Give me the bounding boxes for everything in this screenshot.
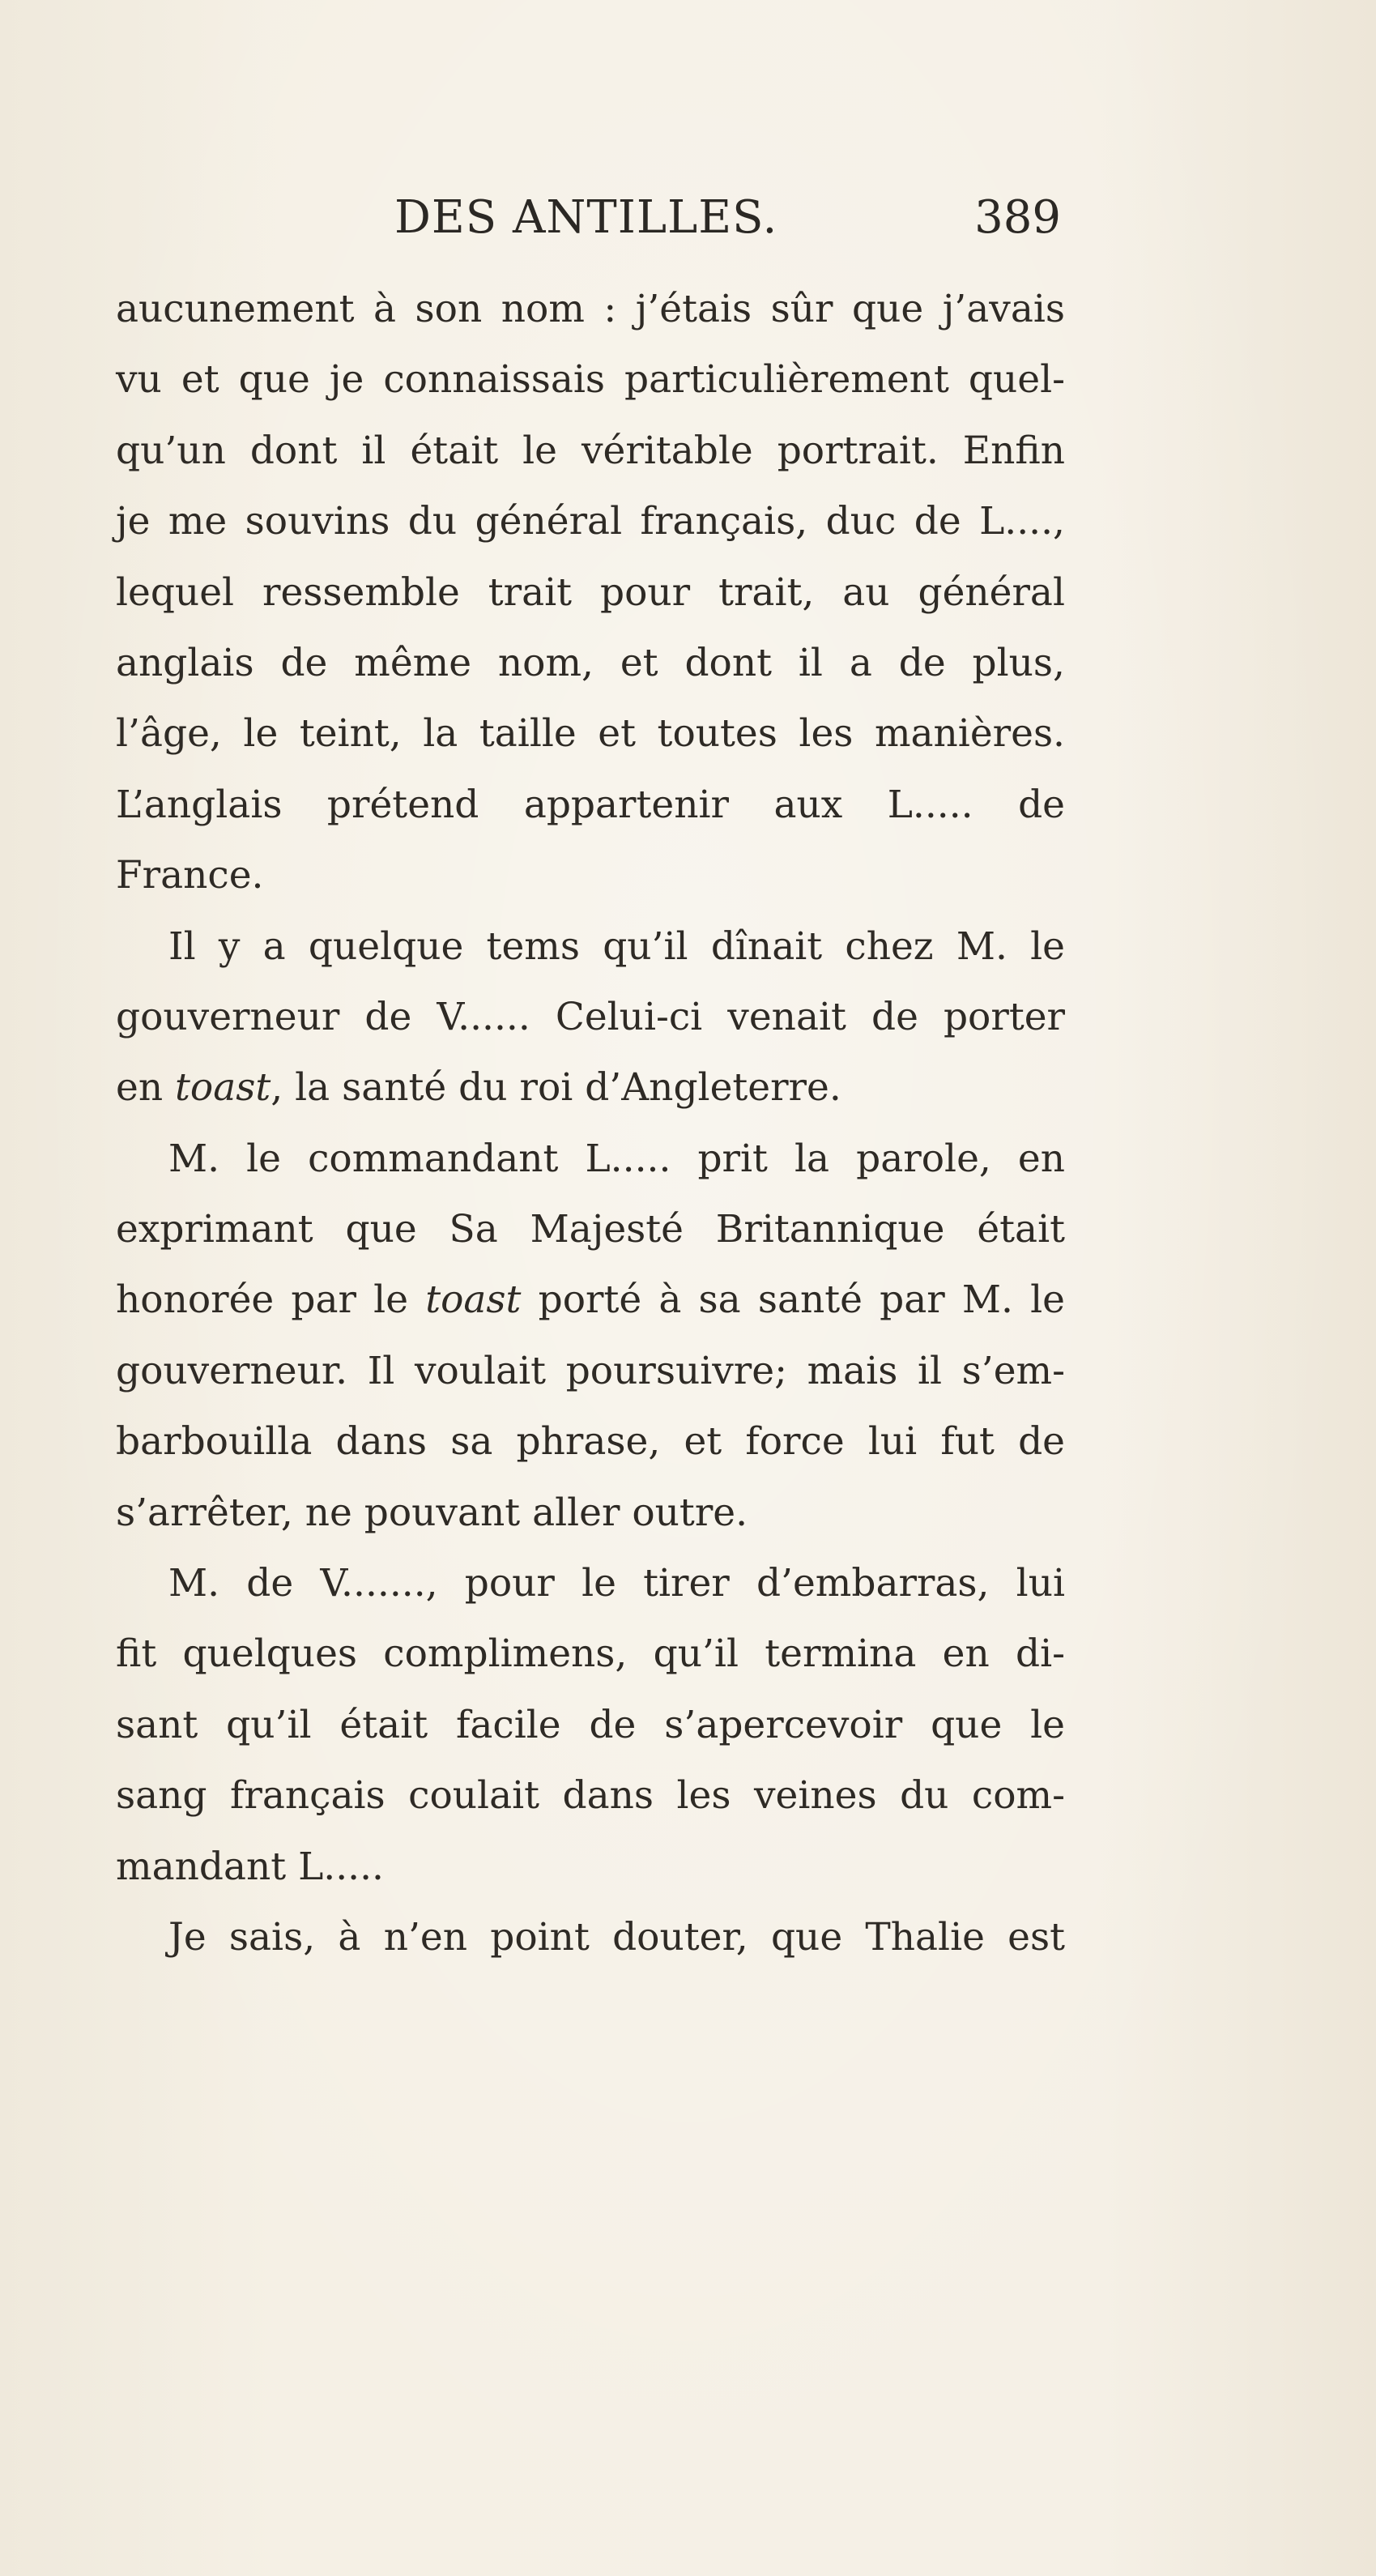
text-line: Il y a quelque tems qu’il dînait chez M. le (168, 923, 1065, 969)
text-line: France. (116, 853, 264, 898)
text-line: je me souvins du général français, duc de L...., (116, 499, 1065, 544)
page-number: 389 (974, 191, 1061, 244)
text-line: lequel ressemble trait pour trait, au général (116, 569, 1065, 615)
text-line: exprimant que Sa Majesté Britannique était (116, 1207, 1065, 1252)
text-line: gouverneur de V...... Celui-ci venait de porter (116, 994, 1065, 1039)
text-line: barbouilla dans sa phrase, et force lui fut de (116, 1419, 1065, 1465)
text-line: en toast, la santé du roi d’Angleterre. (116, 1065, 841, 1111)
text-line: aucunement à son nom : j’étais sûr que j’avais (116, 287, 1065, 331)
text-line: l’âge, le teint, la taille et toutes les manières. (116, 711, 1065, 757)
text-line: anglais de même nom, et dont il a de plus, (116, 640, 1065, 685)
text-line: sang français coulait dans les veines du com- (116, 1773, 1065, 1819)
text-line: M. le commandant L..... prit la parole, en (168, 1136, 1065, 1181)
text-line: s’arrêter, ne pouvant aller outre. (116, 1490, 748, 1535)
text-line: qu’un dont il était le véritable portrait. Enfin (116, 428, 1065, 473)
text-line: mandant L..... (116, 1844, 384, 1889)
italic-word: toast (425, 1277, 522, 1323)
text-line: L’anglais prétend appartenir aux L..... de (116, 782, 1065, 827)
text-line: M. de V......., pour le tirer d’embarras, lui (168, 1561, 1065, 1606)
italic-word: toast (175, 1065, 271, 1111)
text-line: gouverneur. Il voulait poursuivre; mais il s’em- (116, 1348, 1065, 1393)
page-header (113, 191, 1061, 264)
body-text (116, 274, 1065, 1973)
text-line: honorée par le toast porté à sa santé par M. le (116, 1277, 1065, 1323)
running-title: DES ANTILLES. (394, 191, 778, 244)
text-line: fit quelques complimens, qu’il termina en di- (116, 1631, 1065, 1677)
text-line: sant qu’il était facile de s’apercevoir que le (116, 1702, 1065, 1747)
text-line: vu et que je connaissais particulièrement quel- (116, 357, 1065, 403)
text-line: Je sais, à n’en point douter, que Thalie est (168, 1914, 1065, 1960)
